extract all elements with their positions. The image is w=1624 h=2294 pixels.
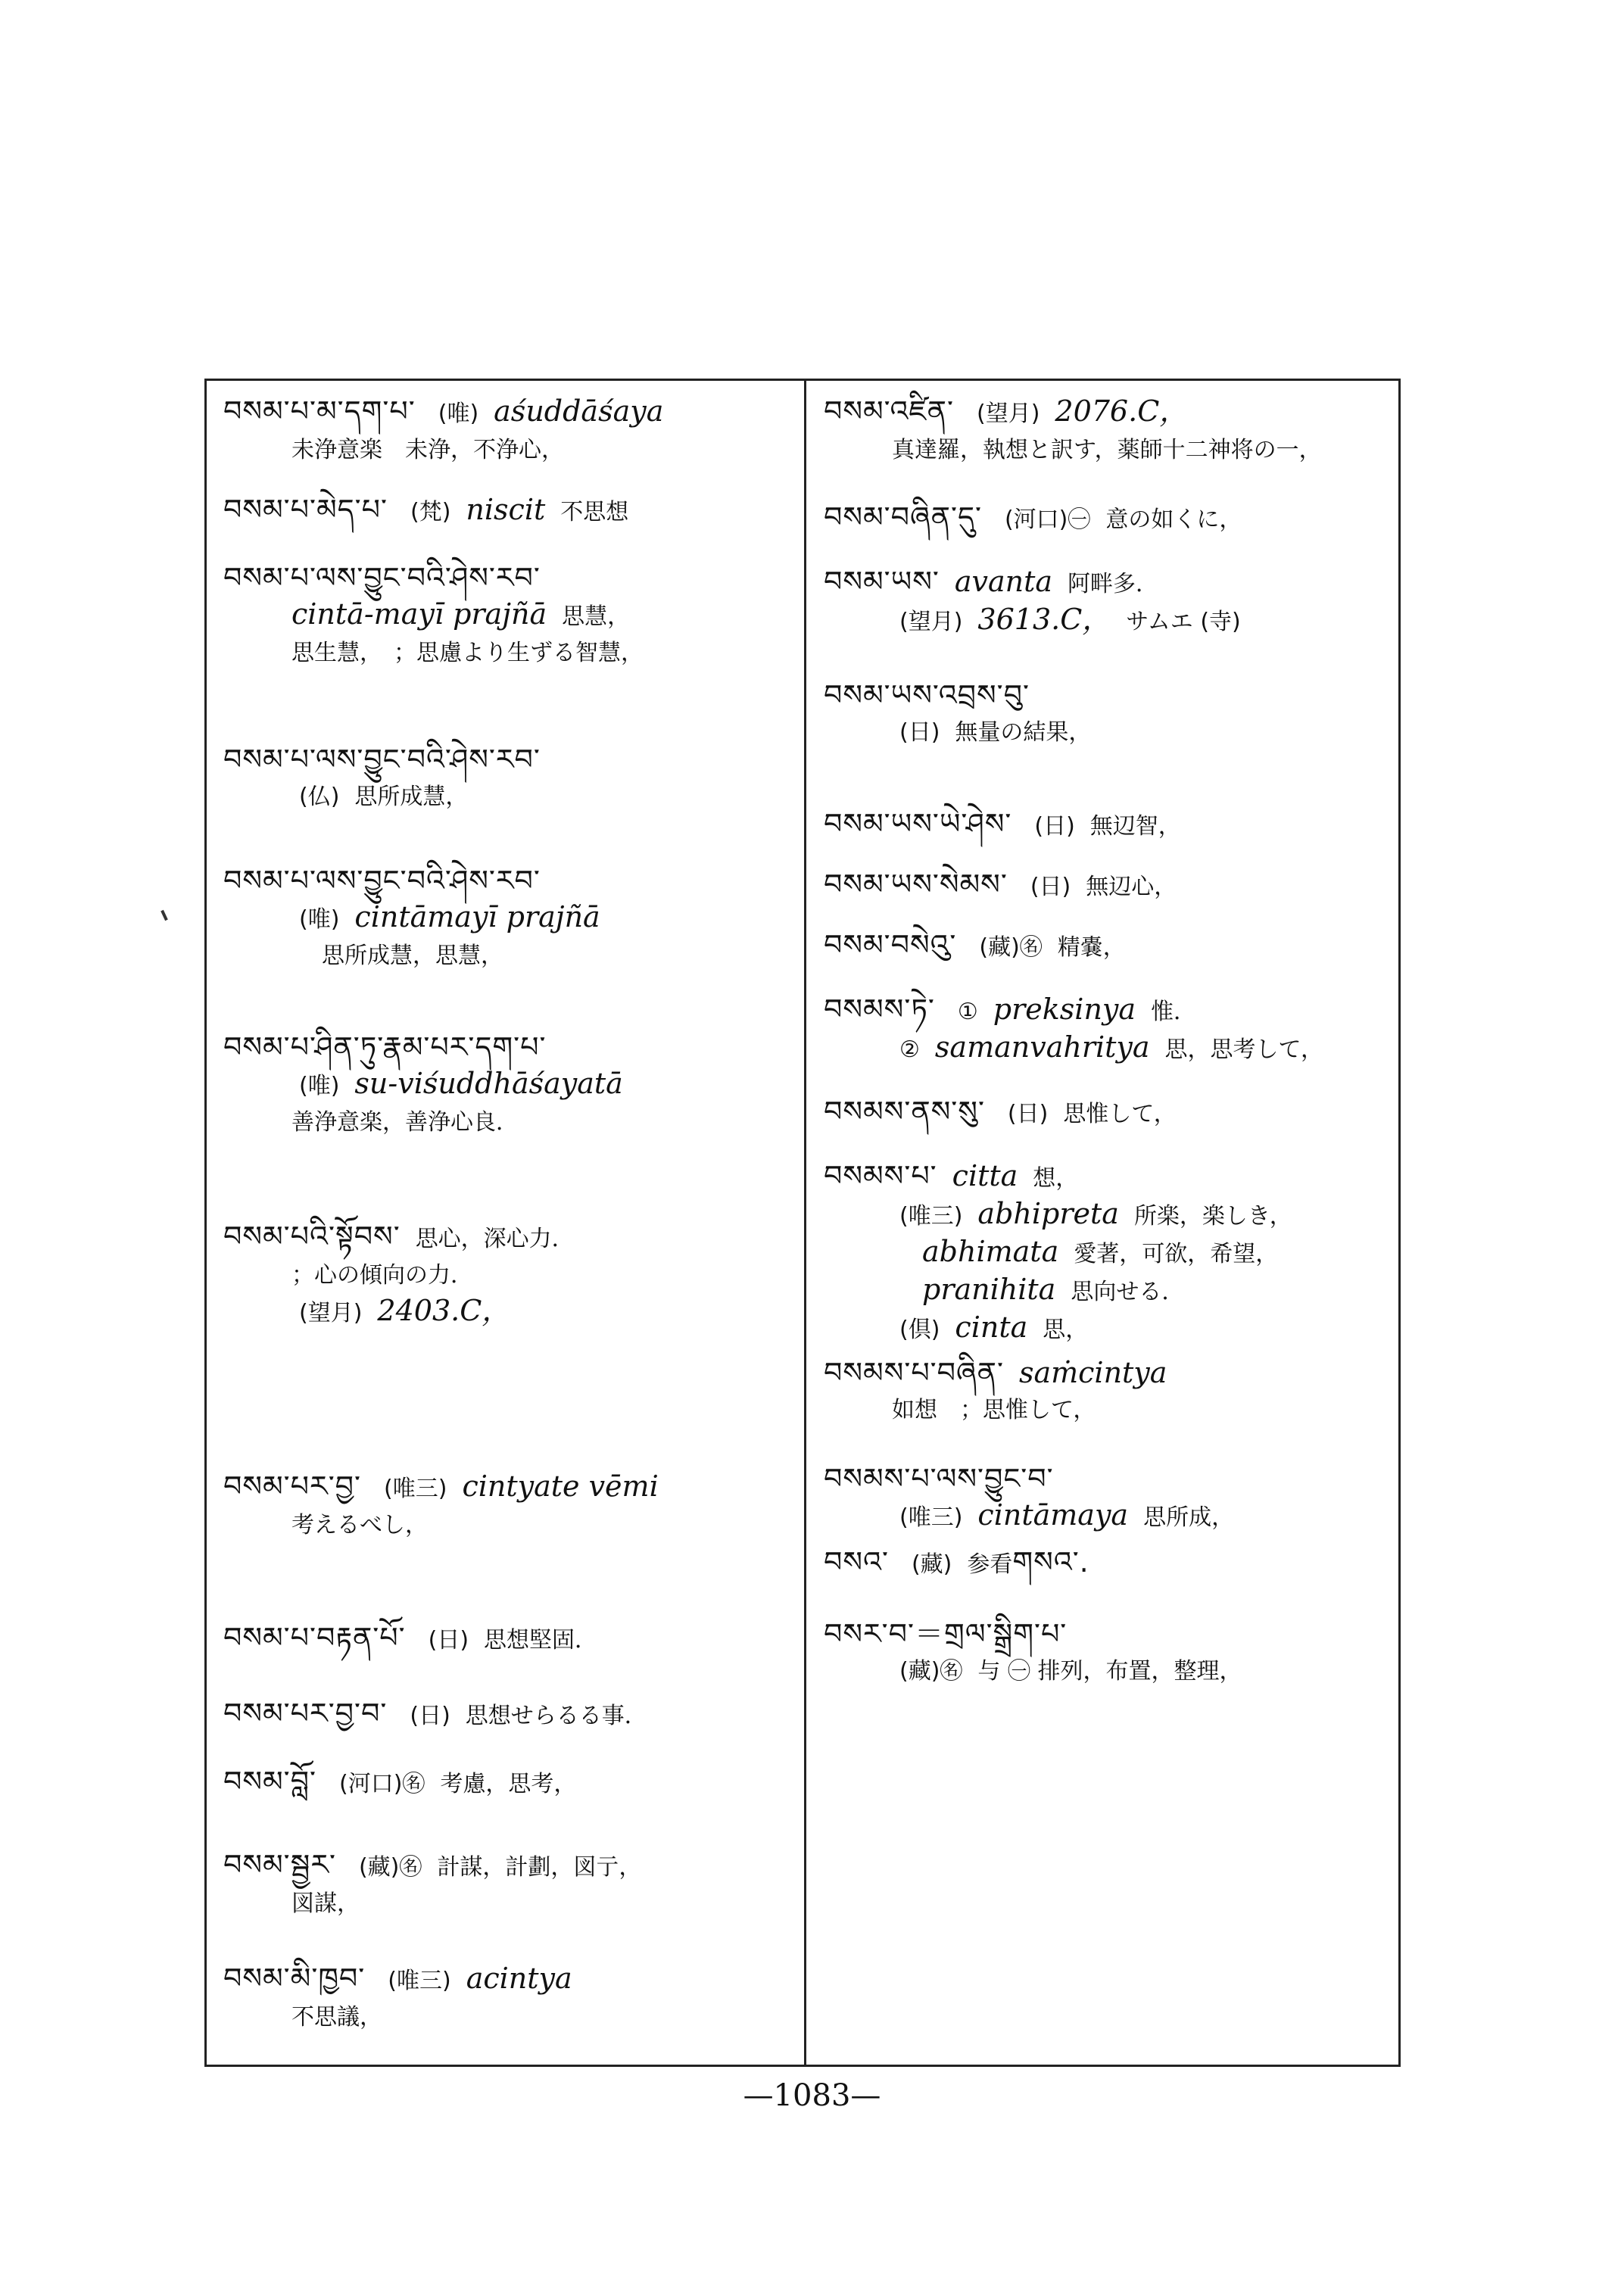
japanese-gloss: 如想 ；思惟して， — [892, 1397, 1096, 1423]
japanese-gloss: 真達羅，執想と訳す，薬師十二神将の一， — [892, 437, 1322, 463]
entry-detail-line — [223, 1066, 791, 1104]
japanese-gloss: 無量の結果， — [955, 719, 1092, 746]
entry-detail-line — [824, 1392, 1392, 1428]
column-divider — [804, 379, 806, 2067]
dictionary-entry — [824, 500, 1392, 538]
source-tag: (望月) — [299, 1300, 363, 1326]
tibetan-headword: བསམས་པ་བཞིན་ — [824, 1356, 1004, 1389]
dictionary-entry — [824, 1355, 1392, 1428]
source-tag: (唯) — [299, 1073, 340, 1099]
entry-headline — [824, 1616, 1392, 1653]
dictionary-entry — [824, 867, 1392, 905]
source-tag: (倶) — [899, 1317, 940, 1343]
entry-headline — [223, 1961, 791, 1999]
tibetan-headword: བསམ་པ་ལས་བྱུང་བའི་ཤེས་རབ་ — [223, 743, 541, 776]
entry-headline — [824, 1094, 1392, 1132]
dictionary-entry — [824, 806, 1392, 844]
entry-detail-line — [223, 899, 791, 937]
entry-detail-line — [223, 597, 791, 634]
dictionary-entry — [824, 678, 1392, 750]
tibetan-headword: བསམ་ཡས་ — [824, 565, 940, 598]
entry-detail-line — [223, 634, 791, 671]
entry-detail-line — [824, 432, 1392, 468]
tibetan-headword: བསམ་སྦྱར་ — [223, 1848, 336, 1881]
sanskrit-term: niscit — [466, 493, 546, 526]
entry-detail-line — [824, 1030, 1392, 1068]
tibetan-headword: བསམ་པ་ཤིན་ཏུ་རྣམ་པར་དག་པ་ — [223, 1030, 547, 1064]
tibetan-headword: བསམ་པ་ལས་བྱུང་བའི་ཤེས་རབ་ — [223, 561, 541, 594]
tibetan-headword: བསམས་པ་ — [824, 1159, 937, 1192]
entry-detail-line — [223, 1293, 791, 1331]
entry-headline — [824, 564, 1392, 602]
japanese-gloss: 思所成， — [1143, 1504, 1235, 1531]
entry-detail-line — [223, 1999, 791, 2035]
dictionary-entry — [223, 1469, 791, 1543]
japanese-gloss: 意の如くに， — [1105, 506, 1242, 533]
source-tag: (望月) — [976, 401, 1040, 427]
japanese-gloss: サムエ (寺) — [1126, 609, 1241, 635]
source-tag: ② — [899, 1036, 920, 1063]
dictionary-entry — [824, 927, 1392, 965]
entry-headline — [824, 394, 1392, 432]
entry-headline — [223, 394, 791, 432]
dictionary-entry — [223, 742, 791, 815]
entry-headline — [824, 1461, 1392, 1498]
entry-detail-line — [223, 1257, 791, 1293]
entry-detail-line — [223, 937, 791, 974]
sanskrit-term: abhimata — [922, 1235, 1059, 1268]
entry-detail-line — [824, 1310, 1392, 1348]
dictionary-entry — [223, 1219, 791, 1331]
source-tag: (日) — [410, 1703, 450, 1729]
source-tag: (唯三) — [899, 1203, 963, 1230]
japanese-gloss: 精嚢， — [1057, 934, 1126, 961]
source-tag: (河口)㊔ — [339, 1771, 425, 1797]
japanese-gloss: 考慮，思考， — [440, 1771, 577, 1797]
entry-headline — [824, 927, 1392, 965]
entry-detail-line — [223, 778, 791, 815]
japanese-gloss: 与 ㊀ 排列，布置，整理， — [977, 1658, 1242, 1685]
japanese-gloss: 愛著，可欲，希望， — [1074, 1241, 1279, 1267]
sanskrit-term: cintāmayī prajñā — [354, 900, 600, 933]
japanese-gloss: 思所成慧， — [354, 784, 469, 810]
entry-detail-line — [824, 1234, 1392, 1272]
source-tag: (唯三) — [899, 1504, 963, 1531]
right-column — [824, 394, 1392, 2059]
japanese-gloss: ；心の傾向の力． — [291, 1262, 473, 1289]
entry-headline — [824, 500, 1392, 538]
japanese-gloss: 想， — [1033, 1165, 1079, 1192]
entry-headline — [824, 1544, 1392, 1582]
source-tag: (藏)㊔ — [979, 934, 1043, 961]
sanskrit-term: citta — [952, 1159, 1018, 1192]
dictionary-entry — [223, 1696, 791, 1734]
entry-headline — [223, 1764, 791, 1802]
entry-headline — [824, 992, 1392, 1030]
japanese-gloss: 思心，深心力． — [415, 1226, 575, 1252]
tibetan-headword: གསའ་. — [1012, 1545, 1089, 1579]
source-tag: (河口)㊀ — [1004, 506, 1091, 533]
source-tag: (唯) — [299, 906, 340, 933]
tibetan-headword: བསམ་པ་མ་དག་པ་ — [223, 394, 416, 428]
dictionary-entry — [824, 1544, 1392, 1582]
sanskrit-term: su-viśuddhāśayatā — [354, 1067, 623, 1100]
dictionary-entry — [223, 1620, 791, 1658]
source-tag: (唯) — [438, 401, 479, 427]
sanskrit-term: cinta — [955, 1311, 1028, 1344]
entry-headline — [223, 863, 791, 899]
tibetan-headword: བསམ་འཛིན་ — [824, 394, 954, 428]
entry-detail-line — [223, 1104, 791, 1140]
source-tag: (梵) — [410, 499, 451, 525]
dictionary-entry — [824, 992, 1392, 1068]
source-tag: (仏) — [299, 784, 340, 810]
source-tag: (日) — [899, 719, 940, 746]
tibetan-headword: བསམ་བློ་ — [223, 1765, 317, 1798]
tibetan-headword: བསམ་བཞིན་དུ་ — [824, 500, 982, 534]
japanese-gloss: 思， — [1043, 1317, 1089, 1343]
page-number: —1083— — [743, 2078, 881, 2113]
japanese-gloss: 阿畔多． — [1068, 571, 1159, 597]
tibetan-headword: བསམ་པར་བྱ་བ་ — [223, 1697, 388, 1730]
source-tag: (藏)㊔ — [899, 1658, 963, 1685]
source-tag: (日) — [1030, 874, 1071, 900]
source-tag: ① — [957, 999, 978, 1025]
tibetan-headword: བསམ་མི་ཁྱབ་ — [223, 1962, 366, 1995]
left-column — [223, 394, 791, 2059]
entry-detail-line — [223, 1507, 791, 1543]
japanese-gloss: 思慧， — [562, 603, 631, 630]
entry-detail-line — [824, 1653, 1392, 1689]
entry-headline — [223, 492, 791, 530]
tibetan-headword: བསམ་ཡས་སེམས་ — [824, 868, 1008, 901]
margin-speck — [161, 910, 168, 921]
sanskrit-term: saṁcintya — [1018, 1356, 1167, 1389]
sanskrit-term: abhipreta — [977, 1197, 1119, 1230]
sanskrit-term: cintyate vēmi — [462, 1470, 659, 1503]
japanese-gloss: 参看 — [967, 1551, 1013, 1578]
tibetan-headword: བསམ་བསེའུ་ — [824, 928, 957, 962]
dictionary-entry — [824, 1616, 1392, 1689]
japanese-gloss: 無辺心， — [1086, 874, 1177, 900]
source-tag: (藏)㊔ — [358, 1854, 422, 1881]
source-tag: (日) — [1007, 1101, 1049, 1127]
dictionary-entry — [223, 560, 791, 671]
dictionary-entry — [223, 1764, 791, 1802]
entry-detail-line — [223, 1885, 791, 1922]
dictionary-entry — [824, 394, 1392, 468]
dictionary-entry — [824, 1094, 1392, 1132]
sanskrit-term: preksinya — [993, 993, 1136, 1026]
source-tag: (望月) — [899, 609, 963, 635]
entry-headline — [824, 1355, 1392, 1392]
dictionary-entry — [223, 394, 791, 468]
sanskrit-term: 2076.C， — [1055, 394, 1189, 428]
japanese-gloss: 無辺智， — [1089, 813, 1181, 840]
japanese-gloss: 思所成慧，思慧， — [322, 943, 503, 969]
japanese-gloss: 計謀，計劃，図亍， — [437, 1854, 642, 1881]
tibetan-headword: བསམས་ཏེ་ — [824, 993, 935, 1026]
dictionary-entry — [223, 863, 791, 974]
sanskrit-term: cintā-mayī prajñā — [291, 597, 547, 631]
tibetan-headword: བསར་བ་＝གྲལ་སྒྲིག་པ་ — [824, 1617, 1068, 1650]
japanese-gloss: 不思議， — [291, 2004, 382, 2031]
dictionary-entry — [223, 1030, 791, 1140]
japanese-gloss: 所楽，楽しき， — [1133, 1203, 1292, 1230]
japanese-gloss: 考えるべし， — [291, 1512, 428, 1538]
dictionary-entry — [223, 1847, 791, 1922]
entry-detail-line — [223, 432, 791, 468]
entry-detail-line — [824, 1196, 1392, 1234]
tibetan-headword: བསམ་པར་བྱ་ — [223, 1470, 362, 1503]
source-tag: (藏) — [911, 1551, 952, 1578]
source-tag: (日) — [428, 1627, 469, 1653]
japanese-gloss: 思想堅固． — [484, 1627, 598, 1653]
tibetan-headword: བསམས་པ་ལས་བྱུང་བ་ — [824, 1462, 1054, 1495]
entry-headline — [824, 806, 1392, 844]
tibetan-headword: བསམ་པ་ལས་བྱུང་བའི་ཤེས་རབ་ — [223, 864, 541, 897]
japanese-gloss: 思生慧， ；思慮より生ずる智慧， — [291, 640, 644, 666]
tibetan-headword: བསམས་ནས་སུ་ — [824, 1095, 985, 1128]
entry-headline — [223, 1219, 791, 1257]
japanese-gloss: 思向せる． — [1071, 1279, 1185, 1305]
entry-headline — [824, 867, 1392, 905]
sanskrit-term: pranihita — [922, 1273, 1056, 1306]
tibetan-headword: བསམ་པའི་སྟོབས་ — [223, 1220, 401, 1253]
entry-detail-line — [824, 1498, 1392, 1535]
sanskrit-term: avanta — [954, 565, 1053, 598]
entry-detail-line — [824, 714, 1392, 750]
dictionary-entry — [824, 564, 1392, 640]
dictionary-entry — [223, 1961, 791, 2035]
tibetan-headword: བསམ་ཡས་འབྲས་བུ་ — [824, 678, 1030, 712]
tibetan-headword: བསའ་ — [824, 1545, 889, 1579]
entry-headline — [223, 1696, 791, 1734]
entry-headline — [223, 1469, 791, 1507]
source-tag: (日) — [1034, 813, 1075, 840]
entry-headline — [824, 1158, 1392, 1196]
entry-headline — [223, 1030, 791, 1066]
japanese-gloss: 思，思考して， — [1164, 1036, 1323, 1063]
sanskrit-term: samanvahritya — [934, 1030, 1150, 1064]
entry-detail-line — [824, 602, 1392, 640]
entry-headline — [223, 560, 791, 597]
dictionary-entry — [223, 492, 791, 530]
japanese-gloss: 未浄意楽 未浄，不浄心， — [291, 437, 564, 463]
tibetan-headword: བསམ་པ་མེད་པ་ — [223, 493, 388, 526]
sanskrit-term: 2403.C， — [377, 1294, 511, 1327]
japanese-gloss: 思惟して， — [1063, 1101, 1177, 1127]
sanskrit-term: aśuddāśaya — [494, 394, 664, 428]
japanese-gloss: 善浄意楽，善浄心良． — [291, 1109, 519, 1136]
dictionary-entry — [824, 1158, 1392, 1348]
japanese-gloss: 思想せらるる事． — [465, 1703, 647, 1729]
entry-headline — [824, 678, 1392, 714]
tibetan-headword: བསམ་ཡས་ཡེ་ཤེས་ — [824, 807, 1012, 840]
entry-headline — [223, 742, 791, 778]
source-tag: (唯三) — [388, 1968, 451, 1994]
dictionary-entry — [824, 1461, 1392, 1535]
japanese-gloss: 不思想 — [560, 499, 629, 525]
tibetan-headword: བསམ་པ་བརྟན་པོ་ — [223, 1621, 406, 1654]
entry-headline — [223, 1847, 791, 1885]
japanese-gloss: 惟． — [1151, 999, 1197, 1025]
sanskrit-term: 3613.C， — [977, 603, 1111, 636]
source-tag: (唯三) — [384, 1476, 447, 1502]
sanskrit-term: cintāmaya — [977, 1498, 1129, 1532]
sanskrit-term: acintya — [466, 1962, 572, 1995]
entry-headline — [223, 1620, 791, 1658]
entry-detail-line — [824, 1272, 1392, 1310]
japanese-gloss: 図謀， — [291, 1890, 360, 1917]
